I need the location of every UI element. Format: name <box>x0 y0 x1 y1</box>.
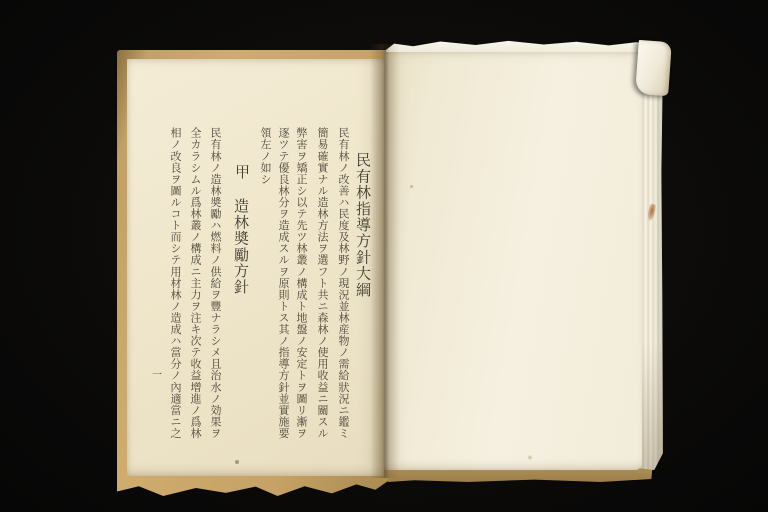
page-edge-stack-right <box>640 45 663 470</box>
foxing-stain <box>235 460 239 464</box>
page-title: 民有林指導方針大綱 <box>354 152 370 298</box>
page-number: 一 <box>152 370 162 381</box>
text-column-2: 簡易確實ナル造林方法ヲ選フト共ニ森林ノ使用收益ニ關スル <box>316 127 328 439</box>
section-marker: 甲 <box>233 164 249 181</box>
text-column-6: 民有林ノ造林奬勵ハ燃料ノ供給ヲ豐ナラシメ且治水ノ効果ヲ <box>209 127 221 439</box>
right-page <box>384 52 642 470</box>
text-column-4: 逐ツテ優良林分ヲ造成スルヲ原則トス其ノ指導方針並實施要 <box>277 127 289 439</box>
text-column-1: 民有林ノ改善ハ民度及林野ノ現況並林産物ノ需給狀況ニ鑑ミ <box>337 127 349 439</box>
foxing-stain <box>527 455 533 460</box>
text-column-8: 相ノ改良ヲ圖ルコト而シテ用材林ノ造成ハ當分ノ內適當ニ之 <box>169 127 181 439</box>
paper-speck <box>410 185 413 188</box>
section-heading: 造林奬勵方針 <box>232 198 248 296</box>
page-corner-curl <box>635 40 672 96</box>
text-column-5: 領左ノ如シ <box>259 127 271 185</box>
text-column-7: 全カラシムル爲林叢ノ構成ニ主力ヲ注キ次テ收益增進ノ爲林 <box>189 127 201 439</box>
text-column-3: 弊害ヲ矯正シ以テ先ツ林叢ノ構成ト地盤ノ安定トヲ圖リ漸ヲ <box>295 127 307 439</box>
